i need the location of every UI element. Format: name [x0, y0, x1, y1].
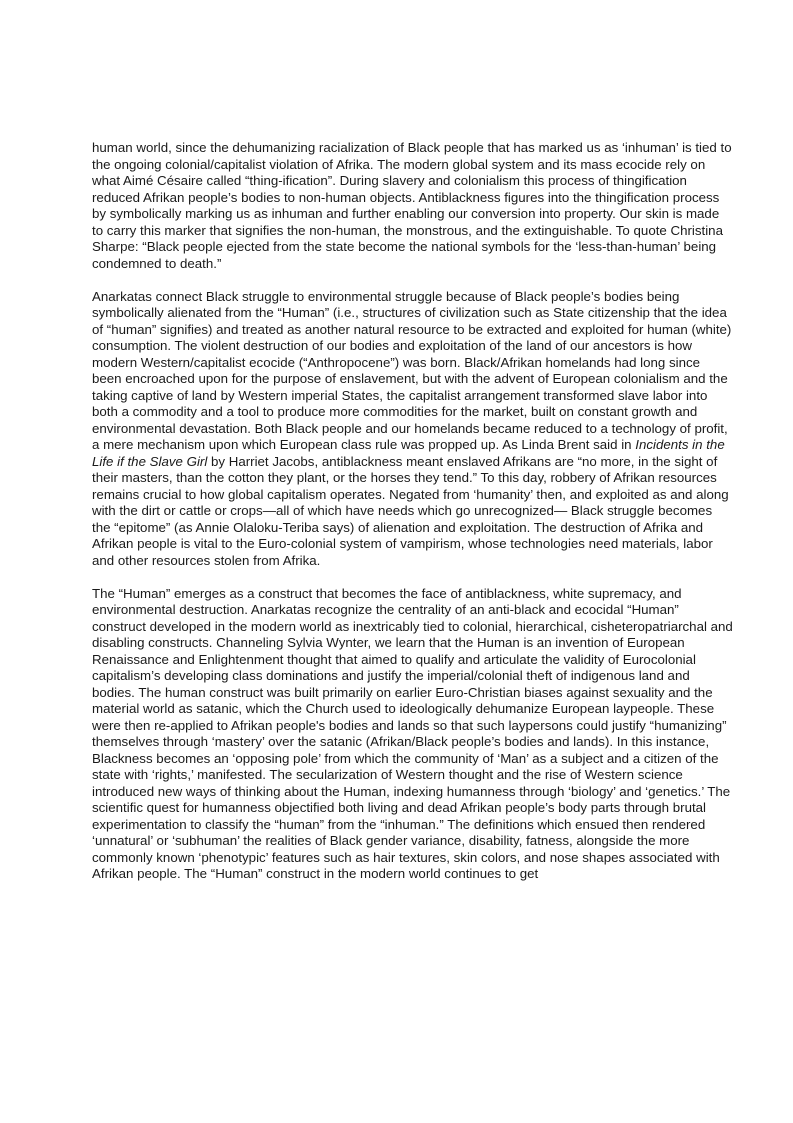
- book-title: Incidents in the Life if the Slave Girl: [92, 437, 725, 469]
- paragraph-text: Anarkatas connect Black struggle to environmental struggle because of Black people’s bodies being symbolically alienated from the “Human” (i.e., structures of civilization such as State citizenship that the idea of “human” signifies) and treated as another natural resource to be extracted and exploited for human (white) consumption. The violent destruction of our bodies and exploitation of the land of our ancestors is how modern Western/capitalist ecocide (“Anthropocene”) was born. Black/Afrikan homelands had long since been encroached upon for the purpose of enslavement, but with the advent of European colonialism and the taking captive of land by Western imperial States, the capitalist arrangement transformed slave labor into both a commodity and a tool to produce more commodities for the market, built on constant growth and environmental devastation. Both Black people and our homelands became reduced to a technology of profit, a mere mechanism upon which European class rule was propped up. As Linda Brent said in: [92, 288, 732, 452]
- paragraph-thingification: human world, since the dehumanizing racialization of Black people that has marked us as ‘inhuman’ is tied to the ongoing colonial/capitalist violation of Afrika. The modern global system and its mass ecocide rely on what Aimé Césaire called “thing-ification”. During slavery and colonialism this process of thingification reduced Afrikan people’s bodies to non-human objects. Antiblackness figures into the thingification process by symbolically marking us as inhuman and further enabling our conversion into property. Our skin is made to carry this marker that signifies the non-human, the monstrous, and the extinguishable. To quote Christina Sharpe: “Black people ejected from the state become the national symbols for the ‘less-than-human’ being condemned to death.”: [92, 140, 732, 271]
- paragraph-environmental-struggle: [92, 289, 733, 570]
- paragraph-human-construct: The “Human” emerges as a construct that becomes the face of antiblackness, white supremacy, and environmental destruction. Anarkatas recognize the centrality of an anti-black and ecocidal “Human” construct developed in the modern world as inextricably tied to colonial, hierarchical, cisheteropatriarchal and disabling constructs. Channeling Sylvia Wynter, we learn that the Human is an invention of European Renaissance and Enlightenment thought that aimed to qualify and articulate the validity of Eurocolonial capitalism’s developing class dominations and justify the imperial/colonial theft of indigenous land and bodies. The human construct was built primarily on earlier Euro-Christian biases against sexuality and the material world as satanic, which the Church used to ideologically dehumanize European laypeople. These were then re-applied to Afrikan people's bodies and lands so that such laypersons could justify “humanizing” themselves through ‘mastery’ over the satanic (Afrikan/Black people’s bodies and lands). In this instance, Blackness becomes an ‘opposing pole’ from which the community of ‘Man’ as a subject and a citizen of the state with ‘rights,’ manifested. The secularization of Western thought and the rise of Western science introduced new ways of thinking about the Human, indexing humanness through ‘biology’ and ‘genetics.’ The scientific quest for humanness objectified both living and dead Afrikan people’s body parts through brutal experimentation to classify the “human” from the “inhuman.” The definitions which ensued then rendered ‘unnatural’ or ‘subhuman’ the realities of Black gender variance, disability, fatness, alongside the more commonly known ‘phenotypic’ features such as hair textures, skin colors, and nose shapes associated with Afrikan people. The “Human” construct in the modern world continues to get: [92, 585, 733, 881]
- paragraph-text: by Harriet Jacobs, antiblackness meant enslaved Afrikans are “no more, in the sight of their masters, than the cotton they plant, or the horses they tend.” To this day, robbery of Afrikan resources remains crucial to how global capitalism operates. Negated from ‘humanity’ then, and exploited as and along with the dirt or cattle or crops—all of which have needs which go unrecognized— Black struggle becomes the “epitome” (as Annie Olaloku-Teriba says) of alienation and exploitation. The destruction of Afrika and Afrikan people is vital to the Euro-colonial system of vampirism, whose technologies need materials, labor and other resources stolen from Afrika.: [92, 453, 729, 568]
